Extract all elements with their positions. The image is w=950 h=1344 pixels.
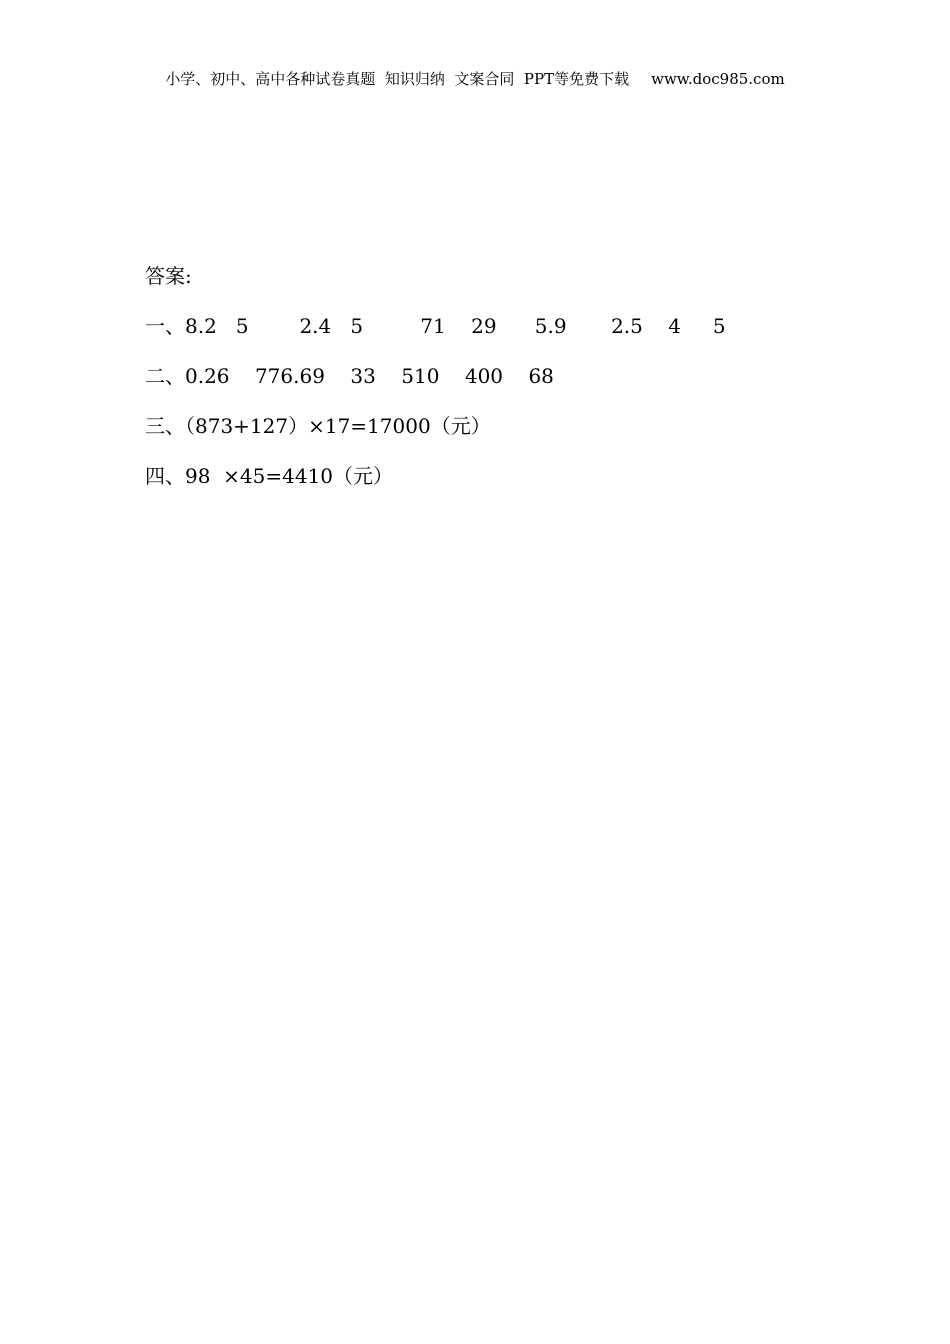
header-text: 小学、初中、高中各种试卷真题 知识归纳 文案合同 PPT等免费下载 [165, 70, 630, 88]
answer-line-4: 四、98 ×45=4410（元） [145, 464, 394, 488]
answer-line-3: 三、（873+127）×17=17000（元） [145, 414, 491, 438]
answer-line-1: 一、8.2 5 2.4 5 71 29 5.9 2.5 4 5 [145, 314, 726, 338]
header-site-url: www.doc985.com [651, 70, 785, 88]
answer-title: 答案: [145, 264, 192, 288]
answer-section [145, 262, 726, 512]
answer-line-2: 二、0.26 776.69 33 510 400 68 [145, 364, 554, 388]
page-header [0, 68, 950, 89]
